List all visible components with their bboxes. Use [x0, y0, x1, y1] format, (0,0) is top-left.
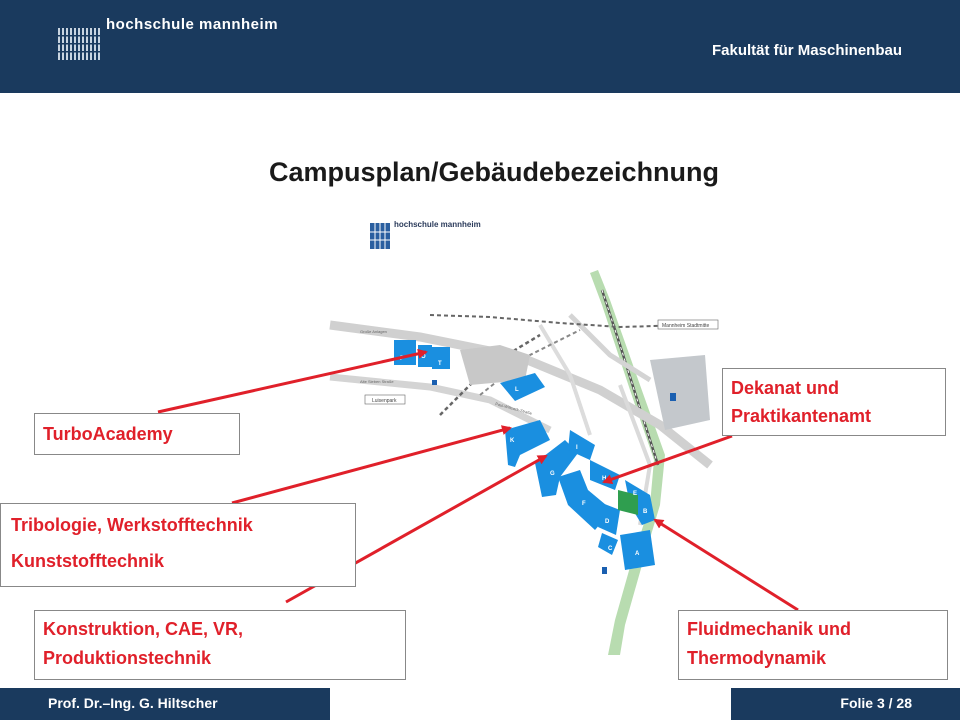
street-label: Alte Sieben Straße: [360, 379, 394, 384]
label-konstruktion: [34, 610, 406, 680]
logo-text: hochschule mannheim: [106, 16, 279, 33]
building-letter: T: [438, 361, 442, 367]
label-turboacademy-text: TurboAcademy: [43, 424, 173, 444]
building-letter: K: [510, 438, 515, 444]
building-letter: L: [515, 387, 519, 393]
building-letter: O: [421, 354, 426, 360]
footer-right-bar: [731, 688, 960, 720]
label-dekanat: [722, 368, 946, 436]
header-bar: [0, 0, 960, 93]
building-letter: E: [633, 491, 638, 497]
building-letter: H: [602, 476, 607, 482]
slide-title: Campusplan/Gebäudebezeichnung: [268, 157, 720, 187]
label-fluidmechanik: [678, 610, 948, 680]
slide-number: Folie 3 / 28: [840, 695, 912, 711]
building-letter: F: [582, 501, 586, 507]
street-label: Große Anlagen: [360, 329, 387, 334]
label-dekanat-line1: Dekanat und: [731, 378, 840, 398]
label-konstruktion-line1: Konstruktion, CAE, VR,: [43, 619, 244, 639]
building-letter: C: [608, 546, 613, 552]
building-letter: P: [400, 356, 405, 362]
building-letter: B: [643, 509, 648, 515]
label-turboacademy: [34, 413, 240, 455]
label-konstruktion-line2: Produktionstechnik: [43, 648, 212, 668]
sign-stadtmitte-label: Mannheim Stadtmitte: [662, 323, 710, 329]
label-tribologie-line2: Kunststofftechnik: [11, 551, 164, 571]
footer-left-bar: [0, 688, 330, 720]
faculty-title: Fakultät für Maschinenbau: [711, 42, 902, 59]
map-logo-text: hochschule mannheim: [394, 220, 481, 229]
author-name: Prof. Dr.–Ing. G. Hiltscher: [48, 695, 218, 711]
label-fluidmechanik-line1: Fluidmechanik und: [687, 619, 852, 639]
map-logo-icon: [370, 223, 390, 249]
university-logo-icon: [58, 28, 102, 60]
label-dekanat-line2: Praktikantenamt: [731, 406, 872, 426]
building-letter: A: [635, 551, 640, 557]
building-letter: D: [605, 519, 610, 525]
building-letter: I: [576, 445, 578, 451]
sign-luisenpark-label: Luisenpark: [372, 398, 397, 404]
label-tribologie-line1: Tribologie, Werkstofftechnik: [11, 515, 253, 535]
label-fluidmechanik-line2: Thermodynamik: [687, 648, 827, 668]
label-tribologie: [0, 503, 356, 587]
street-label: Paul-Wittsack-Straße: [494, 401, 533, 416]
campus-map: [320, 205, 740, 660]
building-letter: G: [550, 471, 555, 477]
gray-block: [650, 355, 710, 430]
